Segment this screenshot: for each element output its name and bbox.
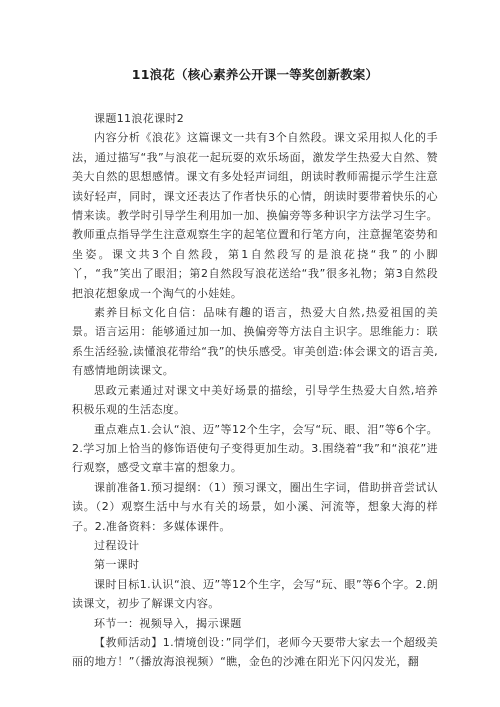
paragraph-section-one: 环节一：视频导入，揭示课题 [94, 616, 242, 630]
paragraph-lesson-title: 课题11浪花课时2 [94, 112, 185, 125]
paragraph-key-difficulties: 重点难点1.会认“浪、迈”等12个生字，会写“玩、眼、泪”等6个字。2.学习加上恰当的修饰语使句子变得更加生动。3.围绕着“我”和“浪花”进行观察，感受文章丰富的想象力。 [72, 422, 438, 475]
document-title: 11浪花（核心素养公开课一等奖创新教案） [131, 67, 379, 82]
document-body [72, 109, 438, 672]
paragraph-lesson-goals: 课时目标1.认识“浪、迈”等12个生字，会写“玩、眼”等6个字。2.朗读课文，初步了解课文内容。 [72, 577, 438, 611]
paragraph-preparation: 课前准备1.预习提纲：（1）预习课文，圈出生字词，借助拼音尝试认读。（2）观察生活中与水有关的场景，如小溪、河流等，想象大海的样子。2.准备资料：多媒体课件。 [72, 480, 438, 533]
paragraph-first-lesson: 第一课时 [94, 558, 140, 572]
paragraph-ideological-elements: 思政元素通过对课文中美好场景的描绘，引导学生热爱大自然,培养积极乐观的生活态度。 [72, 383, 438, 417]
paragraph-teacher-activity: 【教师活动】1.情境创设：”同学们，老师今天要带大家去一个超级美丽的地方！”（播放海浪视频）“瞧，金色的沙滩在阳光下闪闪发光，翻 [72, 635, 438, 669]
paragraph-literacy-goals: 素养目标文化自信：品味有趣的语言，热爱大自然,热爱祖国的美景。语言运用：能够通过加一加、换偏旁等方法自主识字。思维能力：联系生活经验,读懂浪花带给“我”的快乐感受。审美创造:体会课文的语言美,有感情地朗读课文。 [72, 306, 438, 378]
paragraph-content-analysis: 内容分析《浪花》这篇课文一共有3个自然段。课文采用拟人化的手法，通过描写“我”与浪花一起玩耍的欢乐场面，激发学生热爱大自然、赞美大自然的思想感情。课文有多处轻声词组，朗读时教师需提示学生注意读好轻声，同时，课文还表达了作者快乐的心情，朗读时要带着快乐的心情来读。教学时引导学生利用加一加、换偏旁等多种识字方法学习生字。教师重点指导学生注意观察生字的起笔位置和行笔方向，注意握笔姿势和坐姿。课文共3个自然段，第1自然段写的是浪花挠“我”的小脚丫，“我”笑出了眼泪；第2自然段写浪花送给“我”很多礼物；第3自然段把浪花想象成一个淘气的小娃娃。 [72, 131, 438, 300]
paragraph-process-design: 过程设计 [94, 538, 140, 552]
